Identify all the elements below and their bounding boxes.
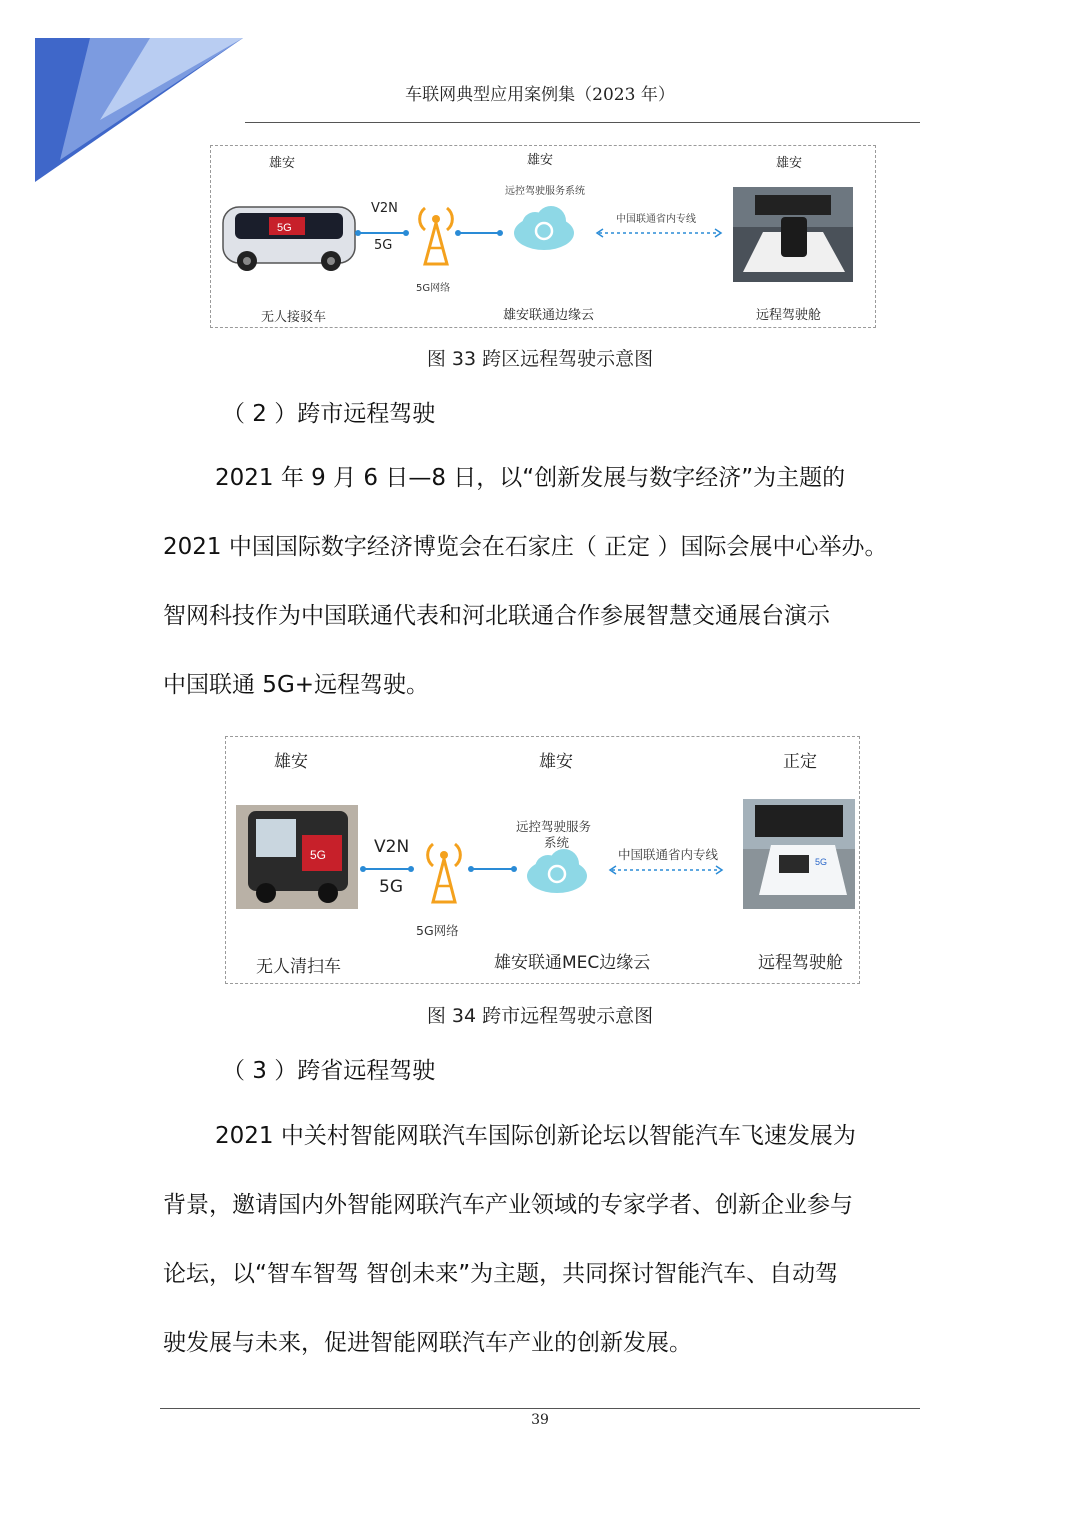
fig33-network-label: 5G网络 xyxy=(416,283,451,294)
remote-cockpit-image xyxy=(733,187,853,282)
paragraph-2-line: 背景，邀请国内外智能网联汽车产业领域的专家学者、创新企业参与 xyxy=(163,1192,853,1218)
remote-cockpit-image xyxy=(743,799,855,909)
figure-33-caption: 图 33 跨区远程驾驶示意图 xyxy=(426,348,654,370)
cell-tower-icon xyxy=(419,832,469,904)
fig33-label-left: 雄安 xyxy=(269,156,296,171)
paragraph-1-line: 智网科技作为中国联通代表和河北联通合作参展智慧交通展台演示 xyxy=(163,603,830,629)
svg-text:5G: 5G xyxy=(277,222,292,234)
fig34-label-right: 正定 xyxy=(783,752,817,772)
running-header: 车联网典型应用案例集（2023 年） xyxy=(405,85,675,105)
fig34-service-label-2: 系统 xyxy=(544,835,570,850)
figure-34 xyxy=(225,736,860,984)
section-2-heading: （ 2 ）跨市远程驾驶 xyxy=(222,401,436,427)
fig33-bottom-left: 无人接驳车 xyxy=(261,310,327,325)
fig34-5g: 5G xyxy=(379,877,403,897)
figure-33 xyxy=(210,145,876,328)
fig34-bottom-left: 无人清扫车 xyxy=(256,957,341,977)
fig33-bottom-right: 远程驾驶舱 xyxy=(756,308,822,323)
fig34-label-center: 雄安 xyxy=(539,752,573,772)
paragraph-1 xyxy=(163,444,919,720)
paragraph-2-line: 驶发展与未来，促进智能网联汽车产业的创新发展。 xyxy=(163,1330,692,1356)
fig34-label-left: 雄安 xyxy=(274,752,308,772)
page-number: 39 xyxy=(531,1412,549,1428)
paragraph-2-line: 论坛，以“智车智驾 智创未来”为主题，共同探讨智能汽车、自动驾 xyxy=(163,1261,839,1287)
fig34-network-label: 5G网络 xyxy=(416,923,459,938)
autonomous-shuttle-image xyxy=(221,201,357,273)
paragraph-1-line: 中国联通 5G+远程驾驶。 xyxy=(163,672,430,698)
paragraph-1-line: 2021 中国国际数字经济博览会在石家庄（ 正定 ）国际会展中心举办。 xyxy=(163,534,888,560)
figure-34-caption: 图 34 跨市远程驾驶示意图 xyxy=(426,1005,654,1027)
fig34-dashed-link xyxy=(606,865,726,875)
paragraph-2-line: 2021 中关村智能网联汽车国际创新论坛以智能汽车飞速发展为 xyxy=(215,1123,856,1149)
fig33-bottom-center: 雄安联通边缘云 xyxy=(503,308,595,323)
paragraph-1-line: 2021 年 9 月 6 日—8 日，以“创新发展与数字经济”为主题的 xyxy=(215,465,846,491)
fig33-label-center: 雄安 xyxy=(527,153,554,168)
svg-text:5G: 5G xyxy=(310,848,327,862)
sweeper-vehicle-image xyxy=(236,805,358,909)
svg-text:5G: 5G xyxy=(815,857,828,867)
fig33-v2n: V2N xyxy=(371,201,398,216)
fig33-line-label: 中国联通省内专线 xyxy=(616,214,696,225)
paragraph-2 xyxy=(163,1102,919,1378)
header-rule xyxy=(245,122,920,123)
fig33-dashed-link xyxy=(593,228,725,238)
fig34-bottom-center: 雄安联通MEC边缘云 xyxy=(494,953,651,973)
fig33-5g: 5G xyxy=(374,238,393,253)
cloud-icon xyxy=(511,201,577,253)
cloud-icon xyxy=(524,844,590,896)
cell-tower-icon xyxy=(411,196,461,266)
fig33-service-label: 远控驾驶服务系统 xyxy=(505,186,585,197)
fig33-label-right: 雄安 xyxy=(776,156,803,171)
fig34-service-label: 远控驾驶服务 xyxy=(516,819,592,834)
fig34-line-label: 中国联通省内专线 xyxy=(618,847,719,862)
footer-rule xyxy=(160,1408,920,1409)
fig34-bottom-right: 远程驾驶舱 xyxy=(758,953,843,973)
fig34-v2n: V2N xyxy=(374,837,410,857)
section-3-heading: （ 3 ）跨省远程驾驶 xyxy=(222,1058,436,1084)
